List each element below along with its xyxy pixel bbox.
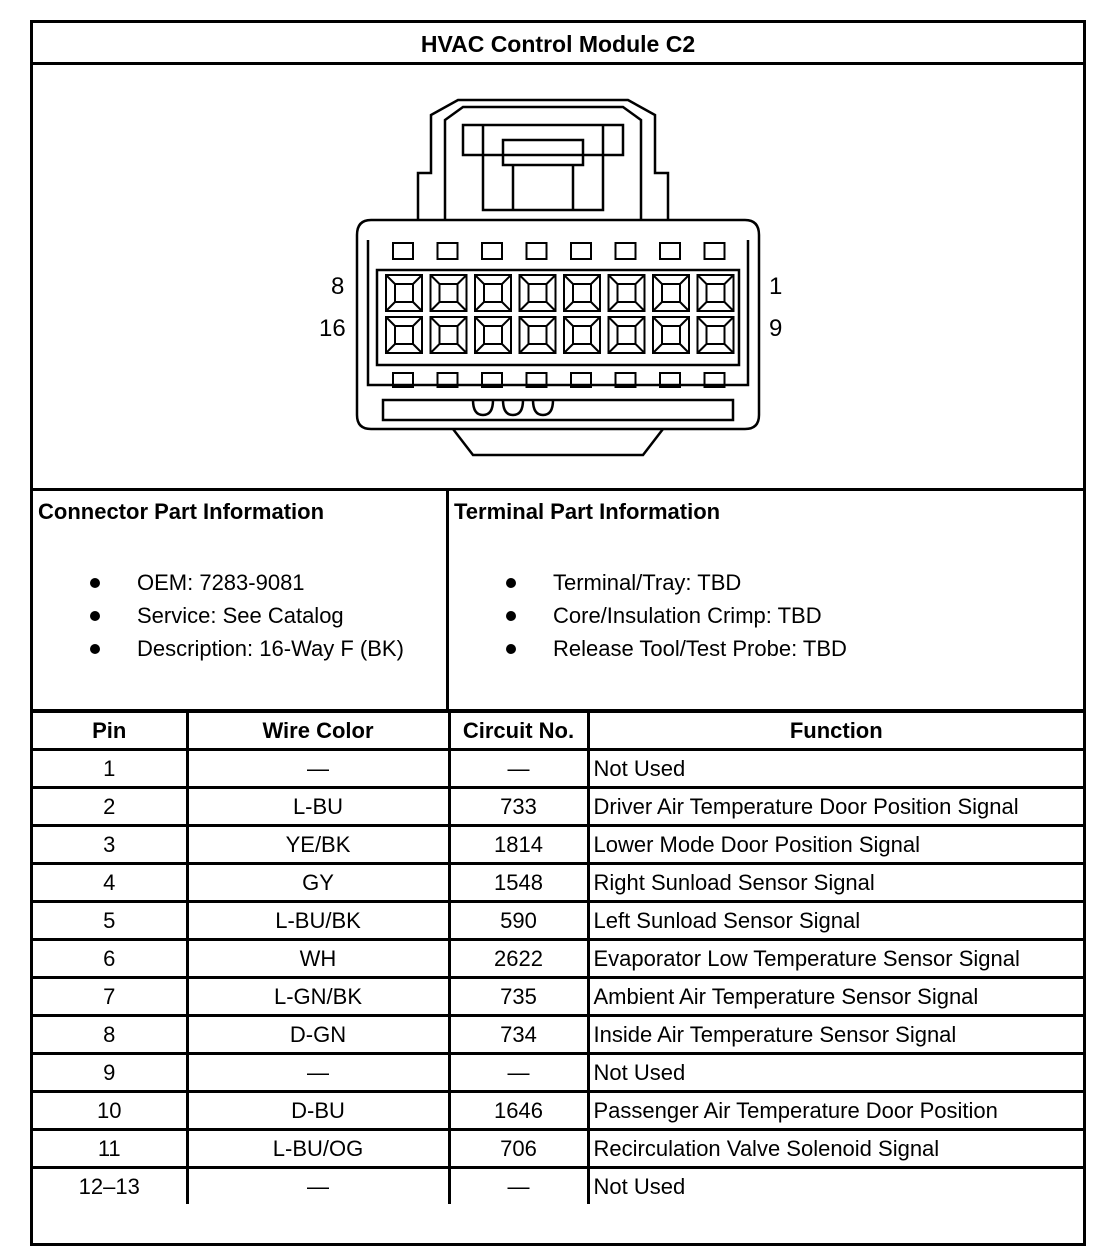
table-row bbox=[33, 978, 1083, 1016]
table-row bbox=[33, 1092, 1083, 1130]
cell-wire-color: WH bbox=[187, 940, 449, 978]
cell-pin: 10 bbox=[33, 1092, 187, 1130]
cell-pin: 7 bbox=[33, 978, 187, 1016]
bullet-icon bbox=[90, 611, 100, 621]
latch-window bbox=[616, 243, 636, 259]
terminal-info-heading: Terminal Part Information bbox=[454, 499, 721, 524]
cell-function: Passenger Air Temperature Door Position bbox=[588, 1092, 1083, 1130]
list-item: Release Tool/Test Probe: TBD bbox=[501, 632, 847, 665]
cell-circuit-no: 1548 bbox=[449, 864, 588, 902]
latch-window bbox=[660, 243, 680, 259]
pin-label-1: 1 bbox=[769, 273, 783, 300]
cell-pin: 9 bbox=[33, 1054, 187, 1092]
cell-circuit-no: 1814 bbox=[449, 826, 588, 864]
pin-label-8: 8 bbox=[331, 273, 345, 300]
cell-circuit-no: 735 bbox=[449, 978, 588, 1016]
cavity-chamfer bbox=[564, 275, 600, 311]
cell-pin: 6 bbox=[33, 940, 187, 978]
page-title: HVAC Control Module C2 bbox=[33, 23, 1083, 65]
cavity-chamfer bbox=[698, 275, 734, 311]
cavity-chamfer bbox=[520, 275, 556, 311]
cavity-chamfer bbox=[386, 317, 422, 353]
cell-function: Not Used bbox=[588, 750, 1083, 788]
cavity-chamfer bbox=[520, 317, 556, 353]
cell-function: Right Sunload Sensor Signal bbox=[588, 864, 1083, 902]
cell-circuit-no: — bbox=[449, 750, 588, 788]
table-row bbox=[33, 902, 1083, 940]
table-row bbox=[33, 1130, 1083, 1168]
cell-function: Left Sunload Sensor Signal bbox=[588, 902, 1083, 940]
cell-circuit-no: 2622 bbox=[449, 940, 588, 978]
connector-info-list bbox=[85, 566, 404, 665]
table-row bbox=[33, 940, 1083, 978]
cell-pin: 3 bbox=[33, 826, 187, 864]
cell-function: Evaporator Low Temperature Sensor Signal bbox=[588, 940, 1083, 978]
pin-terminal bbox=[707, 326, 725, 344]
table-row bbox=[33, 1016, 1083, 1054]
cell-circuit-no: — bbox=[449, 1168, 588, 1205]
table-row bbox=[33, 1054, 1083, 1092]
latch-window bbox=[482, 243, 502, 259]
pin-terminal bbox=[573, 284, 591, 302]
cell-function: Ambient Air Temperature Sensor Signal bbox=[588, 978, 1083, 1016]
pin-terminal bbox=[395, 326, 413, 344]
bullet-icon bbox=[90, 578, 100, 588]
pin-terminal bbox=[484, 326, 502, 344]
cell-wire-color: GY bbox=[187, 864, 449, 902]
cavity-chamfer bbox=[386, 275, 422, 311]
cell-wire-color: — bbox=[187, 750, 449, 788]
terminal-part-info bbox=[449, 491, 1083, 709]
list-item: OEM: 7283-9081 bbox=[85, 566, 404, 599]
bullet-icon bbox=[506, 611, 516, 621]
header-pin: Pin bbox=[33, 711, 187, 750]
terminal-info-list bbox=[501, 566, 847, 665]
cell-function: Driver Air Temperature Door Position Signal bbox=[588, 788, 1083, 826]
connector-part-info bbox=[33, 491, 449, 709]
cell-wire-color: L-BU/OG bbox=[187, 1130, 449, 1168]
cavity-chamfer bbox=[698, 317, 734, 353]
pin-terminal bbox=[662, 326, 680, 344]
cell-wire-color: YE/BK bbox=[187, 826, 449, 864]
cell-circuit-no: 590 bbox=[449, 902, 588, 940]
cell-function: Not Used bbox=[588, 1168, 1083, 1205]
cell-pin: 12–13 bbox=[33, 1168, 187, 1205]
cavity-chamfer bbox=[653, 317, 689, 353]
cell-function: Recirculation Valve Solenoid Signal bbox=[588, 1130, 1083, 1168]
cell-circuit-no: 733 bbox=[449, 788, 588, 826]
cavity-chamfer bbox=[475, 317, 511, 353]
cell-pin: 2 bbox=[33, 788, 187, 826]
pin-terminal bbox=[440, 326, 458, 344]
latch-window bbox=[705, 243, 725, 259]
table-row bbox=[33, 750, 1083, 788]
header-function: Function bbox=[588, 711, 1083, 750]
table-header-row bbox=[33, 711, 1083, 750]
latch-window bbox=[393, 243, 413, 259]
connector-info-heading: Connector Part Information bbox=[38, 499, 325, 524]
list-item: Terminal/Tray: TBD bbox=[501, 566, 847, 599]
cell-circuit-no: — bbox=[449, 1054, 588, 1092]
table-row bbox=[33, 864, 1083, 902]
cell-pin: 1 bbox=[33, 750, 187, 788]
pin-terminal bbox=[662, 284, 680, 302]
cavity-chamfer bbox=[431, 275, 467, 311]
pin-terminal bbox=[573, 326, 591, 344]
table-row bbox=[33, 826, 1083, 864]
cell-wire-color: L-GN/BK bbox=[187, 978, 449, 1016]
cell-pin: 5 bbox=[33, 902, 187, 940]
table-row bbox=[33, 1168, 1083, 1205]
cavity-chamfer bbox=[609, 275, 645, 311]
cavity-chamfer bbox=[475, 275, 511, 311]
list-item: Description: 16-Way F (BK) bbox=[85, 632, 404, 665]
cell-function: Lower Mode Door Position Signal bbox=[588, 826, 1083, 864]
latch-window bbox=[527, 243, 547, 259]
cell-wire-color: D-BU bbox=[187, 1092, 449, 1130]
latch-window bbox=[571, 243, 591, 259]
cell-wire-color: L-BU bbox=[187, 788, 449, 826]
cell-pin: 11 bbox=[33, 1130, 187, 1168]
header-circuit-no: Circuit No. bbox=[449, 711, 588, 750]
header-wire-color: Wire Color bbox=[187, 711, 449, 750]
pin-label-16: 16 bbox=[319, 315, 346, 342]
cell-wire-color: — bbox=[187, 1054, 449, 1092]
cell-wire-color: D-GN bbox=[187, 1016, 449, 1054]
cell-pin: 8 bbox=[33, 1016, 187, 1054]
pinout-table bbox=[33, 709, 1083, 1204]
bullet-icon bbox=[90, 644, 100, 654]
cell-function: Inside Air Temperature Sensor Signal bbox=[588, 1016, 1083, 1054]
cavity-chamfer bbox=[564, 317, 600, 353]
pin-terminal bbox=[618, 284, 636, 302]
list-item: Service: See Catalog bbox=[85, 599, 404, 632]
pin-label-9: 9 bbox=[769, 315, 783, 342]
list-item: Core/Insulation Crimp: TBD bbox=[501, 599, 847, 632]
pin-terminal bbox=[529, 284, 547, 302]
connector-face-diagram bbox=[33, 65, 1083, 488]
cavity-chamfer bbox=[609, 317, 645, 353]
bullet-icon bbox=[506, 644, 516, 654]
cavity-chamfer bbox=[431, 317, 467, 353]
cell-wire-color: L-BU/BK bbox=[187, 902, 449, 940]
pin-terminal bbox=[618, 326, 636, 344]
cell-circuit-no: 706 bbox=[449, 1130, 588, 1168]
pin-terminal bbox=[484, 284, 502, 302]
connector-sheet bbox=[30, 20, 1086, 1246]
pin-terminal bbox=[440, 284, 458, 302]
cell-wire-color: — bbox=[187, 1168, 449, 1205]
pin-terminal bbox=[707, 284, 725, 302]
cell-circuit-no: 734 bbox=[449, 1016, 588, 1054]
cell-pin: 4 bbox=[33, 864, 187, 902]
latch-window bbox=[438, 243, 458, 259]
pin-terminal bbox=[395, 284, 413, 302]
pin-terminal bbox=[529, 326, 547, 344]
table-row bbox=[33, 788, 1083, 826]
connector-drawing bbox=[33, 65, 1083, 491]
cavity-chamfer bbox=[653, 275, 689, 311]
bullet-icon bbox=[506, 578, 516, 588]
cell-function: Not Used bbox=[588, 1054, 1083, 1092]
cell-circuit-no: 1646 bbox=[449, 1092, 588, 1130]
